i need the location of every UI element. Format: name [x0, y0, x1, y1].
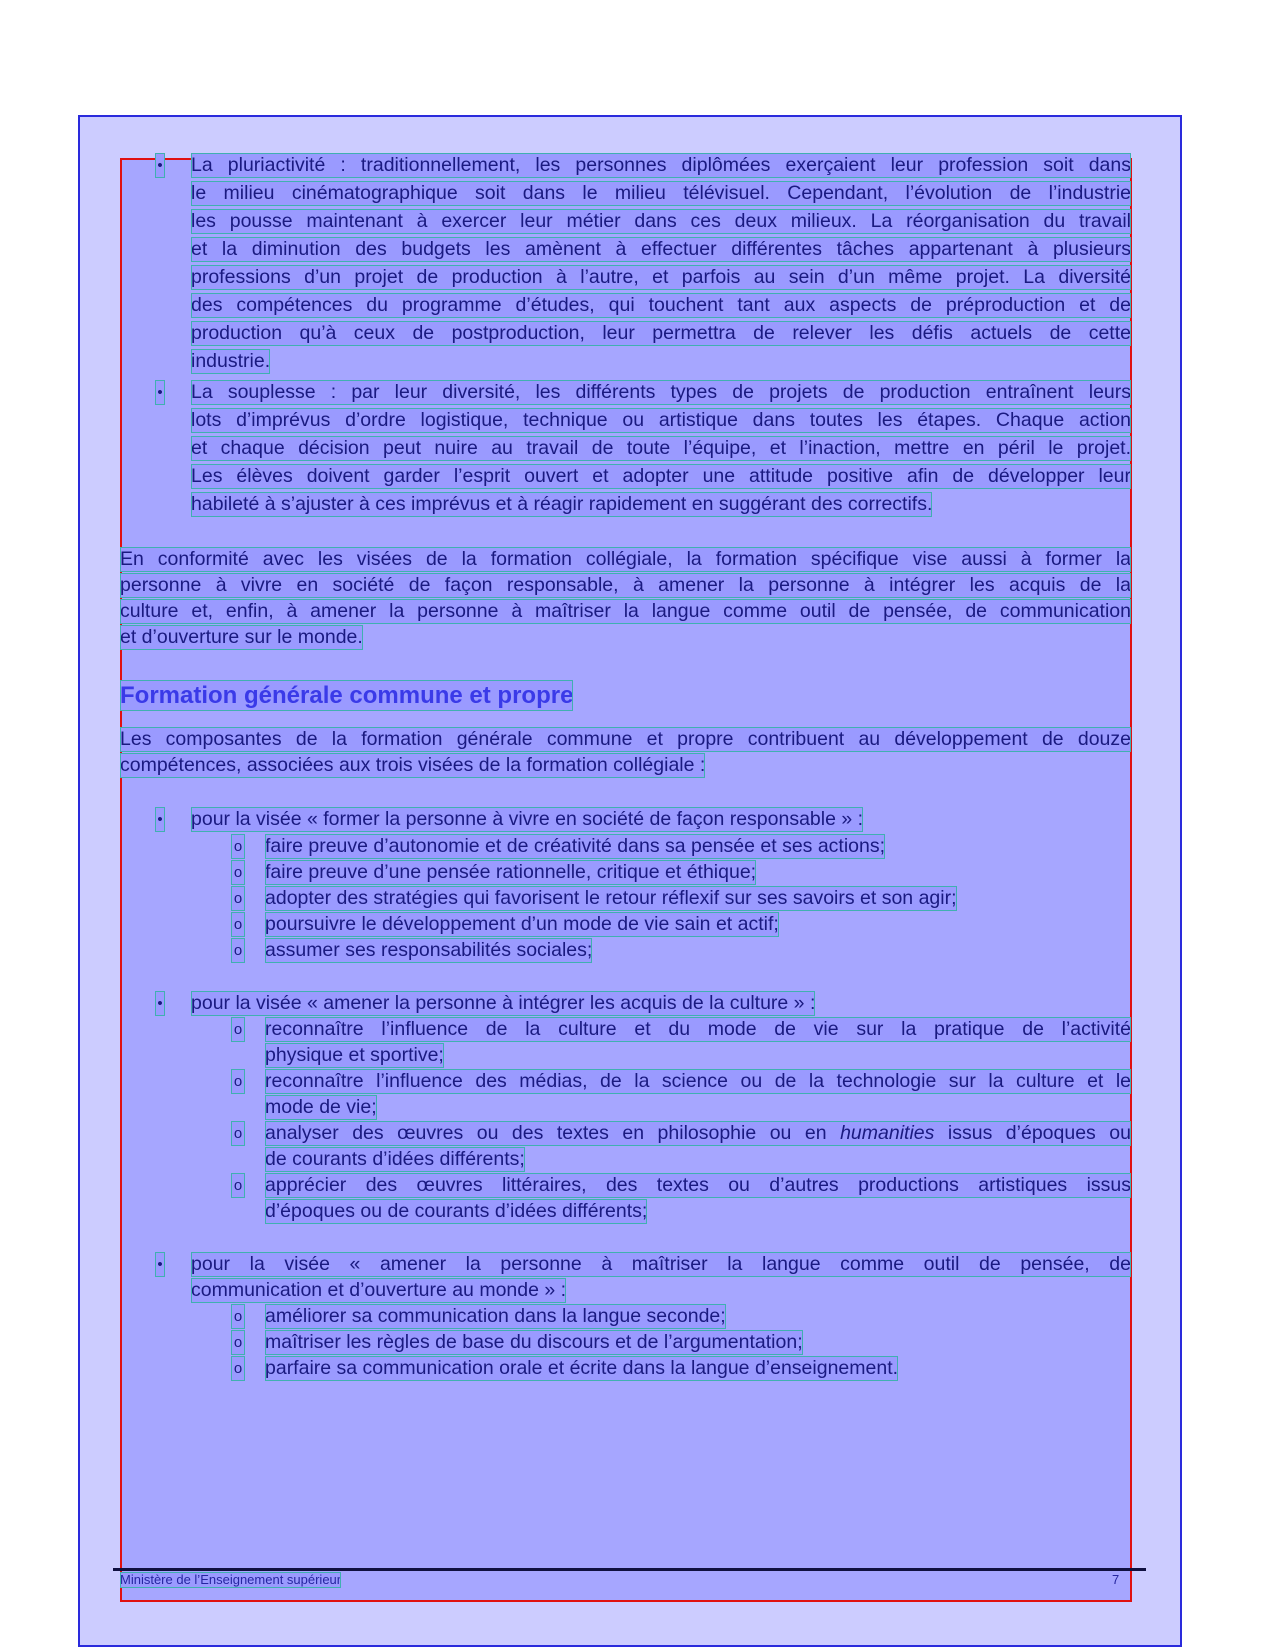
text-line: les pousse maintenant à exercer leur métier dans ces deux milieux. La réorganisation du travail [191, 210, 1131, 232]
sub-bullet-marker: o [231, 860, 245, 885]
text-line: industrie. [191, 350, 271, 372]
group-heading-line: pour la visée « amener la personne à maîtriser la langue comme outil de pensée, de [191, 1253, 1131, 1275]
sub-item-line: améliorer sa communication dans la langue seconde; [265, 1305, 726, 1327]
sub-item-line: reconnaître l’influence des médias, de la science ou de la technologie sur la culture et le [265, 1070, 1131, 1092]
sub-bullet-marker: o [231, 1330, 245, 1355]
paragraph-line: Les composantes de la formation générale commune et propre contribuent au développement de douze [120, 728, 1131, 750]
page-number: 7 [1112, 1572, 1120, 1587]
footer-rule [113, 1568, 1146, 1571]
sub-item-line: faire preuve d’une pensée rationnelle, critique et éthique; [265, 861, 757, 883]
text-line: des compétences du programme d’études, qui touchent tant aux aspects de préproduction et de [191, 294, 1131, 316]
bullet-marker: • [155, 807, 165, 832]
sub-item-line: mode de vie; [265, 1096, 377, 1118]
paragraph-line: personne à vivre en société de façon responsable, à amener la personne à intégrer les acquis de la [120, 574, 1131, 596]
sub-bullet-marker: o [231, 1356, 245, 1381]
group-heading-line: communication et d’ouverture au monde » : [191, 1279, 567, 1301]
paragraph-line: et d’ouverture sur le monde. [120, 626, 363, 648]
text-line: lots d’imprévus d’ordre logistique, technique ou artistique dans toutes les étapes. Chaque action [191, 409, 1131, 431]
sub-item-line: maîtriser les règles de base du discours et de l’argumentation; [265, 1331, 803, 1353]
sub-bullet-marker: o [231, 1304, 245, 1329]
sub-item-line: physique et sportive; [265, 1044, 444, 1066]
sub-bullet-marker: o [231, 912, 245, 937]
bullet-marker: • [155, 380, 165, 405]
text-line: habileté à s’ajuster à ces imprévus et à réagir rapidement en suggérant des correctifs. [191, 493, 933, 515]
sub-item-line: adopter des stratégies qui favorisent le retour réflexif sur ses savoirs et son agir; [265, 887, 957, 909]
text-line: La souplesse : par leur diversité, les différents types de projets de production entraînent leurs [191, 381, 1131, 403]
sub-item-line: apprécier des œuvres littéraires, des textes ou d’autres productions artistiques issus [265, 1174, 1131, 1196]
sub-item-line: assumer ses responsabilités sociales; [265, 939, 593, 961]
sub-item-line-mixed [265, 1121, 1131, 1146]
sub-item-line: parfaire sa communication orale et écrite dans la langue d’enseignement. [265, 1357, 899, 1379]
bullet-marker: • [155, 153, 165, 178]
sub-bullet-marker: o [231, 1069, 245, 1094]
sub-bullet-marker: o [231, 834, 245, 859]
text-run: issus d’époques ou [934, 1122, 1131, 1144]
text-line: le milieu cinématographique soit dans le milieu télévisuel. Cependant, l’évolution de l’industrie [191, 182, 1131, 204]
sub-bullet-marker: o [231, 1121, 245, 1146]
text-line: Les élèves doivent garder l’esprit ouvert et adopter une attitude positive afin de développer leur [191, 465, 1131, 487]
bullet-marker: • [155, 991, 165, 1016]
sub-item-line: d’époques ou de courants d’idées différents; [265, 1200, 648, 1222]
sub-item-line: faire preuve d’autonomie et de créativité dans sa pensée et ses actions; [265, 835, 886, 857]
sub-bullet-marker: o [231, 886, 245, 911]
italic-term: humanities [840, 1122, 935, 1144]
paragraph-line: culture et, enfin, à amener la personne à maîtriser la langue comme outil de pensée, de communication [120, 600, 1131, 622]
text-line: et chaque décision peut nuire au travail de toute l’équipe, et l’inaction, mettre en péril le projet. [191, 437, 1131, 459]
section-heading: Formation générale commune et propre [120, 682, 574, 709]
paragraph-line: En conformité avec les visées de la formation collégiale, la formation spécifique vise aussi à former la [120, 548, 1131, 570]
sub-item-line: reconnaître l’influence de la culture et du mode de vie sur la pratique de l’activité [265, 1018, 1131, 1040]
sub-bullet-marker: o [231, 1017, 245, 1042]
text-line: production qu’à ceux de postproduction, leur permettra de relever les défis actuels de cette [191, 322, 1131, 344]
sub-item-line: de courants d’idées différents; [265, 1148, 525, 1170]
bullet-marker: • [155, 1252, 165, 1277]
text-line: professions d’un projet de production à l’autre, et parfois au sein d’un même projet. La diversité [191, 266, 1131, 288]
paragraph-line: compétences, associées aux trois visées de la formation collégiale : [120, 754, 706, 776]
sub-item-line: poursuivre le développement d’un mode de vie sain et actif; [265, 913, 779, 935]
sub-bullet-marker: o [231, 938, 245, 963]
group-heading-line: pour la visée « amener la personne à intégrer les acquis de la culture » : [191, 992, 816, 1014]
footer-text: Ministère de l’Enseignement supérieur [120, 1572, 342, 1587]
text-line: et la diminution des budgets les amènent à effectuer différentes tâches appartenant à plusieurs [191, 238, 1131, 260]
group-heading-line: pour la visée « former la personne à vivre en société de façon responsable » : [191, 808, 864, 830]
text-run: analyser des œuvres ou des textes en philosophie ou en [265, 1122, 841, 1144]
text-line: La pluriactivité : traditionnellement, les personnes diplômées exerçaient leur profession soit dans [191, 154, 1131, 176]
sub-bullet-marker: o [231, 1173, 245, 1198]
